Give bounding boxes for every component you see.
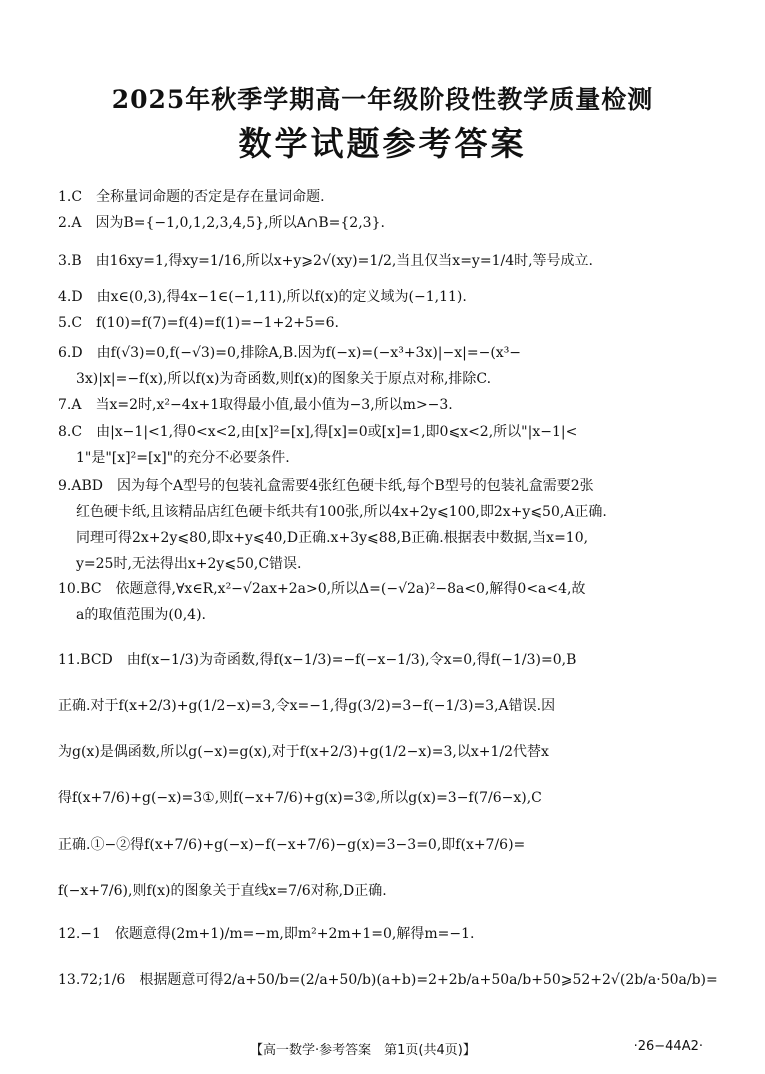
answer-item (58, 210, 718, 236)
footer-page-label: 【高一数学·参考答案 第1页(共4页)】 (250, 1043, 476, 1058)
answer-line: 为g(x)是偶函数,所以g(−x)=g(x),对于f(x+2/3)+g(1/2−x)=3,以x+1/2代替x (58, 744, 549, 760)
answer-item (58, 967, 718, 993)
answer-line: 2.A 因为B={−1,0,1,2,3,4,5},所以A∩B={2,3}. (58, 215, 385, 231)
answer-line: 13.72;1/6 根据题意可得2/a+50/b=(2/a+50/b)(a+b)=2+2b/a+50a/b+50⩾52+2√(2b/a·50a/b)= (58, 972, 718, 988)
answer-line: 红色硬卡纸,且该精品店红色硬卡纸共有100张,所以4x+2y⩽100,即2x+y⩽50,A正确. (76, 504, 607, 520)
answer-line: 正确.对于f(x+2/3)+g(1/2−x)=3,令x=−1,得g(3/2)=3−f(−1/3)=3,A错误.因 (58, 698, 556, 714)
answer-line: y=25时,无法得出x+2y⩽50,C错误. (76, 556, 302, 572)
answer-line: 3.B 由16xy=1,得xy=1/16,所以x+y⩾2√(xy)=1/2,当且仅当x=y=1/4时,等号成立. (58, 253, 594, 269)
answer-line: 5.C f(10)=f(7)=f(4)=f(1)=−1+2+5=6. (58, 315, 339, 331)
answer-item (58, 419, 718, 471)
answer-item (58, 785, 718, 811)
answer-line: 3x)|x|=−f(x),所以f(x)为奇函数,则f(x)的图象关于原点对称,排除C. (76, 371, 492, 387)
answer-line: 7.A 当x=2时,x²−4x+1取得最小值,最小值为−3,所以m>−3. (58, 397, 453, 413)
answer-item (58, 473, 718, 577)
answer-item (58, 284, 718, 310)
answer-line: f(−x+7/6),则f(x)的图象关于直线x=7/6对称,D正确. (58, 883, 387, 899)
answer-line: 得f(x+7/6)+g(−x)=3①,则f(−x+7/6)+g(x)=3②,所以g(x)=3−f(7/6−x),C (58, 790, 542, 806)
answer-line: 1.C 全称量词命题的否定是存在量词命题. (58, 189, 325, 205)
footer-code: ·26−44A2· (633, 1039, 703, 1054)
answer-item (58, 878, 718, 904)
answer-line: 4.D 由x∈(0,3),得4x−1∈(−1,11),所以f(x)的定义域为(−1,11). (58, 289, 467, 305)
answer-line: 6.D 由f(√3)=0,f(−√3)=0,排除A,B.因为f(−x)=(−x³+3x)|−x|=−(x³− (58, 345, 522, 361)
answer-line: 12.−1 依题意得(2m+1)/m=−m,即m²+2m+1=0,解得m=−1. (58, 926, 475, 942)
answer-line: a的取值范围为(0,4). (76, 607, 206, 623)
answer-item (58, 340, 718, 392)
answer-item (58, 832, 718, 858)
document-title: 2025年秋季学期高一年级阶段性教学质量检测 (111, 85, 654, 114)
answer-line: 11.BCD 由f(x−1/3)为奇函数,得f(x−1/3)=−f(−x−1/3),令x=0,得f(−1/3)=0,B (58, 652, 577, 668)
answer-item (58, 184, 718, 210)
answer-line: 同理可得2x+2y⩽80,即x+y⩽40,D正确.x+3y⩽88,B正确.根据表中数据,当x=10, (76, 530, 589, 546)
answer-line: 10.BC 依题意得,∀x∈R,x²−√2ax+2a>0,所以Δ=(−√2a)²−8a<0,解得0<a<4,故 (58, 581, 586, 597)
page-footer (0, 1039, 765, 1059)
document-subtitle: 数学试题参考答案 (238, 124, 527, 163)
answer-item (58, 310, 718, 336)
answer-item (58, 392, 718, 418)
answer-item (58, 647, 718, 673)
answer-item (58, 248, 718, 274)
answer-item (58, 921, 718, 947)
answer-line: 正确.①−②得f(x+7/6)+g(−x)−f(−x+7/6)−g(x)=3−3=0,即f(x+7/6)= (58, 837, 526, 853)
answer-line: 8.C 由|x−1|<1,得0<x<2,由[x]²=[x],得[x]=0或[x]=1,即0⩽x<2,所以"|x−1|< (58, 424, 578, 440)
answer-line: 9.ABD 因为每个A型号的包装礼盒需要4张红色硬卡纸,每个B型号的包装礼盒需要2张 (58, 478, 594, 494)
answer-item (58, 693, 718, 719)
answer-line: 1"是"[x]²=[x]"的充分不必要条件. (76, 450, 290, 466)
answer-item (58, 576, 718, 628)
answer-item (58, 739, 718, 765)
